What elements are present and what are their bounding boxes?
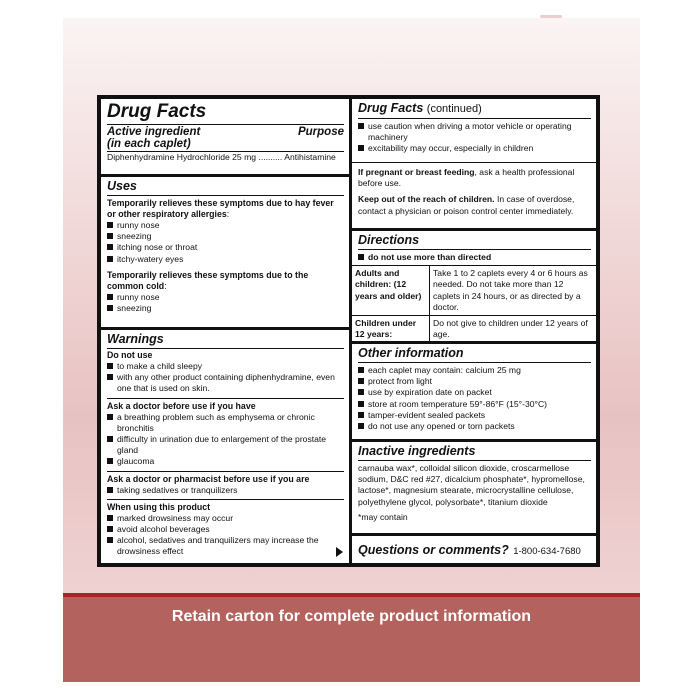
- right-column: [352, 99, 596, 563]
- other-info-item: tamper-evident sealed packets: [358, 410, 591, 421]
- carton-mark: [540, 15, 562, 18]
- other-info-item: do not use any opened or torn packets: [358, 421, 591, 432]
- keep-out-text: Keep out of the reach of children. In case of overdose, contact a physician or poison control center immediately.: [358, 194, 575, 216]
- active-ingredient-label: Active ingredient: [107, 126, 201, 138]
- ingredient-purpose: Antihistamine: [284, 152, 336, 162]
- adults-label: Adults and children: (12 years and older): [352, 266, 430, 316]
- uses-intro-2: Temporarily relieves these symptoms due to the common cold:: [107, 269, 309, 291]
- other-info-item: store at room temperature 59°-86°F (15°-30°C): [358, 399, 591, 410]
- children-label: Children under 12 years:: [352, 316, 430, 342]
- warning-item: glaucoma: [107, 456, 344, 467]
- drug-facts-title: Drug Facts: [107, 101, 207, 122]
- ingredient-line: [107, 152, 344, 163]
- warnings-rule: [107, 348, 344, 349]
- uses-intro-1: Temporarily relieves these symptoms due to hay fever or other respiratory allergies:: [107, 198, 334, 219]
- in-each-caplet-label: (in each caplet): [107, 138, 191, 150]
- inactive-text: carnauba wax*, colloidal silicon dioxide, croscarmellose sodium, D&C red #27, dicalcium phosphate*, hypromellose, lactose*, magnesium stearate, microcrystalline cellulose, polyethylene glycol, polysorbate*, titanium dioxide: [358, 463, 585, 507]
- continued-item: excitability may occur, especially in children: [358, 143, 591, 154]
- warnings-section: [101, 330, 349, 563]
- ai-header-row: [107, 126, 344, 138]
- directions-item: do not use more than directed: [358, 252, 591, 263]
- uses-rule: [107, 195, 344, 196]
- inactive-ingredients-section: [352, 442, 596, 536]
- purpose-label: Purpose: [297, 126, 344, 138]
- phone-number: 1-800-634-7680: [513, 546, 581, 557]
- questions-label: Questions or comments?: [358, 543, 509, 557]
- other-info-item: protect from light: [358, 376, 591, 387]
- footer-band: [63, 597, 640, 682]
- warnings-title: Warnings: [107, 332, 164, 346]
- drug-facts-panel: [97, 95, 600, 567]
- footer-text: Retain carton for complete product information: [171, 608, 532, 625]
- directions-title: Directions: [358, 233, 420, 247]
- warning-item: difficulty in urination due to enlargement of the prostate gland: [107, 434, 344, 456]
- when-using-heading: When using this product: [107, 501, 211, 512]
- uses-section: [101, 177, 349, 330]
- other-info-section: [352, 344, 596, 442]
- continued-title: Drug Facts (continued): [358, 101, 482, 115]
- warning-item: to make a child sleepy: [107, 361, 344, 372]
- other-info-item: use by expiration date on packet: [358, 387, 591, 398]
- directions-section: [352, 231, 596, 344]
- warning-item: a breathing problem such as emphysema or chronic bronchitis: [107, 412, 344, 434]
- ask-doctor-pharmacist-heading: Ask a doctor or pharmacist before use if you are: [107, 473, 310, 484]
- warning-item: alcohol, sedatives and tranquilizers may increase the drowsiness effect: [107, 535, 344, 557]
- other-info-item: each caplet may contain: calcium 25 mg: [358, 365, 591, 376]
- uses-item: itchy-watery eyes: [107, 254, 344, 265]
- do-not-use-heading: Do not use: [107, 350, 153, 360]
- pregnancy-section: [352, 163, 596, 231]
- title-rule: [107, 124, 344, 125]
- ingredient-name: Diphenhydramine Hydrochloride 25 mg: [107, 152, 257, 162]
- continued-section: [352, 99, 596, 163]
- inactive-title: Inactive ingredients: [358, 444, 476, 458]
- ask-doctor-heading: Ask a doctor before use if you have: [107, 400, 256, 411]
- pregnancy-text: If pregnant or breast feeding, ask a health professional before use.: [358, 167, 575, 189]
- uses-item: runny nose: [107, 292, 344, 303]
- uses-item: runny nose: [107, 220, 344, 231]
- warning-item: marked drowsiness may occur: [107, 513, 344, 524]
- warning-item: taking sedatives or tranquilizers: [107, 485, 344, 496]
- continued-item: use caution when driving a motor vehicle or operating machinery: [358, 121, 591, 143]
- children-text: Do not give to children under 12 years of age.: [433, 318, 588, 340]
- active-ingredient-section: [101, 99, 349, 177]
- left-column: [101, 99, 352, 563]
- questions-section: [352, 536, 596, 563]
- inactive-note: *may contain: [358, 511, 408, 522]
- continue-arrow-icon: [336, 547, 343, 557]
- directions-table: [352, 265, 596, 342]
- warning-item: with any other product containing diphenhydramine, even one that is used on skin.: [107, 372, 344, 394]
- warning-item: avoid alcohol beverages: [107, 524, 344, 535]
- uses-item: itching nose or throat: [107, 242, 344, 253]
- other-info-title: Other information: [358, 346, 464, 360]
- adults-text: Take 1 to 2 caplets every 4 or 6 hours as needed. Do not take more than 12 caplets in 24 hours, or as directed by a doctor.: [430, 266, 596, 316]
- ingredient-dots: ..........: [258, 152, 283, 162]
- uses-item: sneezing: [107, 231, 344, 242]
- uses-title: Uses: [107, 179, 137, 193]
- uses-item: sneezing: [107, 303, 344, 314]
